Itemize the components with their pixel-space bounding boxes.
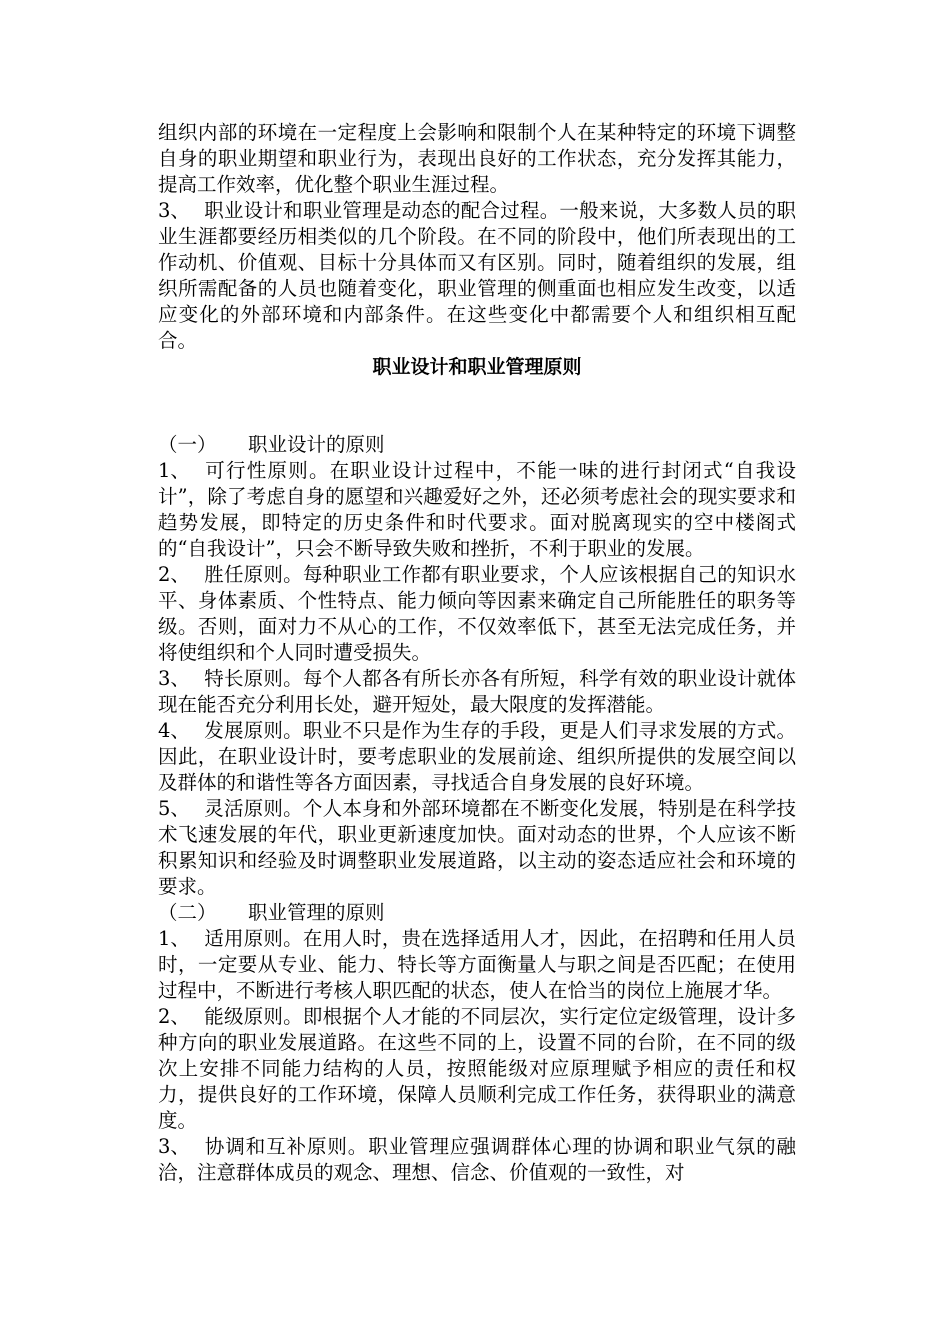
- item-number: 1、: [158, 459, 190, 482]
- list-item: [158, 926, 796, 1004]
- list-item: [158, 1004, 796, 1134]
- item-number: 3、: [158, 667, 190, 690]
- point-text: 职业设计和职业管理是动态的配合过程。一般来说，大多数人员的职业生涯都要经历相类似的几个阶段。在不同的阶段中，他们所表现出的工作动机、价值观、目标十分具体而又有区别。同时，随着组织的发展，组织所需配备的人员也随着变化，职业管理的侧重面也相应发生改变，以适应变化的外部环境和内部条件。在这些变化中都需要个人和组织相互配合。: [158, 199, 796, 352]
- item-number: 4、: [158, 719, 190, 742]
- point-number: 3、: [158, 199, 190, 222]
- item-number: 1、: [158, 927, 190, 950]
- section-number: （一）: [158, 433, 217, 456]
- section-1-title: [158, 432, 796, 458]
- document-page: [158, 120, 796, 1186]
- list-item: [158, 666, 796, 718]
- list-item: [158, 1134, 796, 1186]
- section-number: （二）: [158, 901, 217, 924]
- section-2-title: [158, 900, 796, 926]
- item-text: 胜任原则。每种职业工作都有职业要求，个人应该根据自己的知识水平、身体素质、个性特点、能力倾向等因素来确定自己所能胜任的职务等级。否则，面对力不从心的工作，不仅效率低下，甚至无法完成任务，并将使组织和个人同时遭受损失。: [158, 563, 796, 664]
- section-title-text: 职业设计的原则: [248, 433, 385, 456]
- item-number: 2、: [158, 1005, 190, 1028]
- list-item: [158, 796, 796, 900]
- section-heading: 职业设计和职业管理原则: [372, 356, 582, 378]
- item-number: 3、: [158, 1135, 190, 1158]
- list-item: [158, 458, 796, 562]
- item-text: 能级原则。即根据个人才能的不同层次，实行定位定级管理，设计多种方向的职业发展道路。在这些不同的上，设置不同的台阶，在不同的级次上安排不同能力结构的人员，按照能级对应原理赋予相应的责任和权力，提供良好的工作环境，保障人员顺利完成工作任务，获得职业的满意度。: [158, 1005, 796, 1132]
- blank-space: [158, 380, 796, 432]
- list-item: [158, 718, 796, 796]
- point-3-paragraph: [158, 198, 796, 354]
- item-text: 特长原则。每个人都各有所长亦各有所短，科学有效的职业设计就体现在能否充分利用长处，避开短处，最大限度的发挥潜能。: [158, 667, 796, 716]
- section-title-text: 职业管理的原则: [248, 901, 385, 924]
- item-text: 灵活原则。个人本身和外部环境都在不断变化发展，特别是在科学技术飞速发展的年代，职业更新速度加快。面对动态的世界，个人应该不断积累知识和经验及时调整职业发展道路，以主动的姿态适应社会和环境的要求。: [158, 797, 796, 898]
- intro-text: 组织内部的环境在一定程度上会影响和限制个人在某种特定的环境下调整自身的职业期望和职业行为，表现出良好的工作状态，充分发挥其能力，提高工作效率，优化整个职业生涯过程。: [158, 121, 796, 196]
- list-item: [158, 562, 796, 666]
- item-number: 5、: [158, 797, 190, 820]
- item-text: 协调和互补原则。职业管理应强调群体心理的协调和职业气氛的融洽，注意群体成员的观念、理想、信念、价值观的一致性，对: [158, 1135, 796, 1184]
- item-text: 发展原则。职业不只是作为生存的手段，更是人们寻求发展的方式。因此，在职业设计时，要考虑职业的发展前途、组织所提供的发展空间以及群体的和谐性等各方面因素，寻找适合自身发展的良好环境。: [158, 719, 796, 794]
- item-text: 适用原则。在用人时，贵在选择适用人才，因此，在招聘和任用人员时，一定要从专业、能力、特长等方面衡量人与职之间是否匹配；在使用过程中，不断进行考核人职匹配的状态，使人在恰当的岗位上施展才华。: [158, 927, 796, 1002]
- intro-paragraph: [158, 120, 796, 198]
- item-number: 2、: [158, 563, 190, 586]
- item-text: 可行性原则。在职业设计过程中，不能一味的进行封闭式“自我设计”，除了考虑自身的愿望和兴趣爱好之外，还必须考虑社会的现实要求和趋势发展，即特定的历史条件和时代要求。面对脱离现实的空中楼阁式的“自我设计”，只会不断导致失败和挫折，不利于职业的发展。: [158, 459, 796, 560]
